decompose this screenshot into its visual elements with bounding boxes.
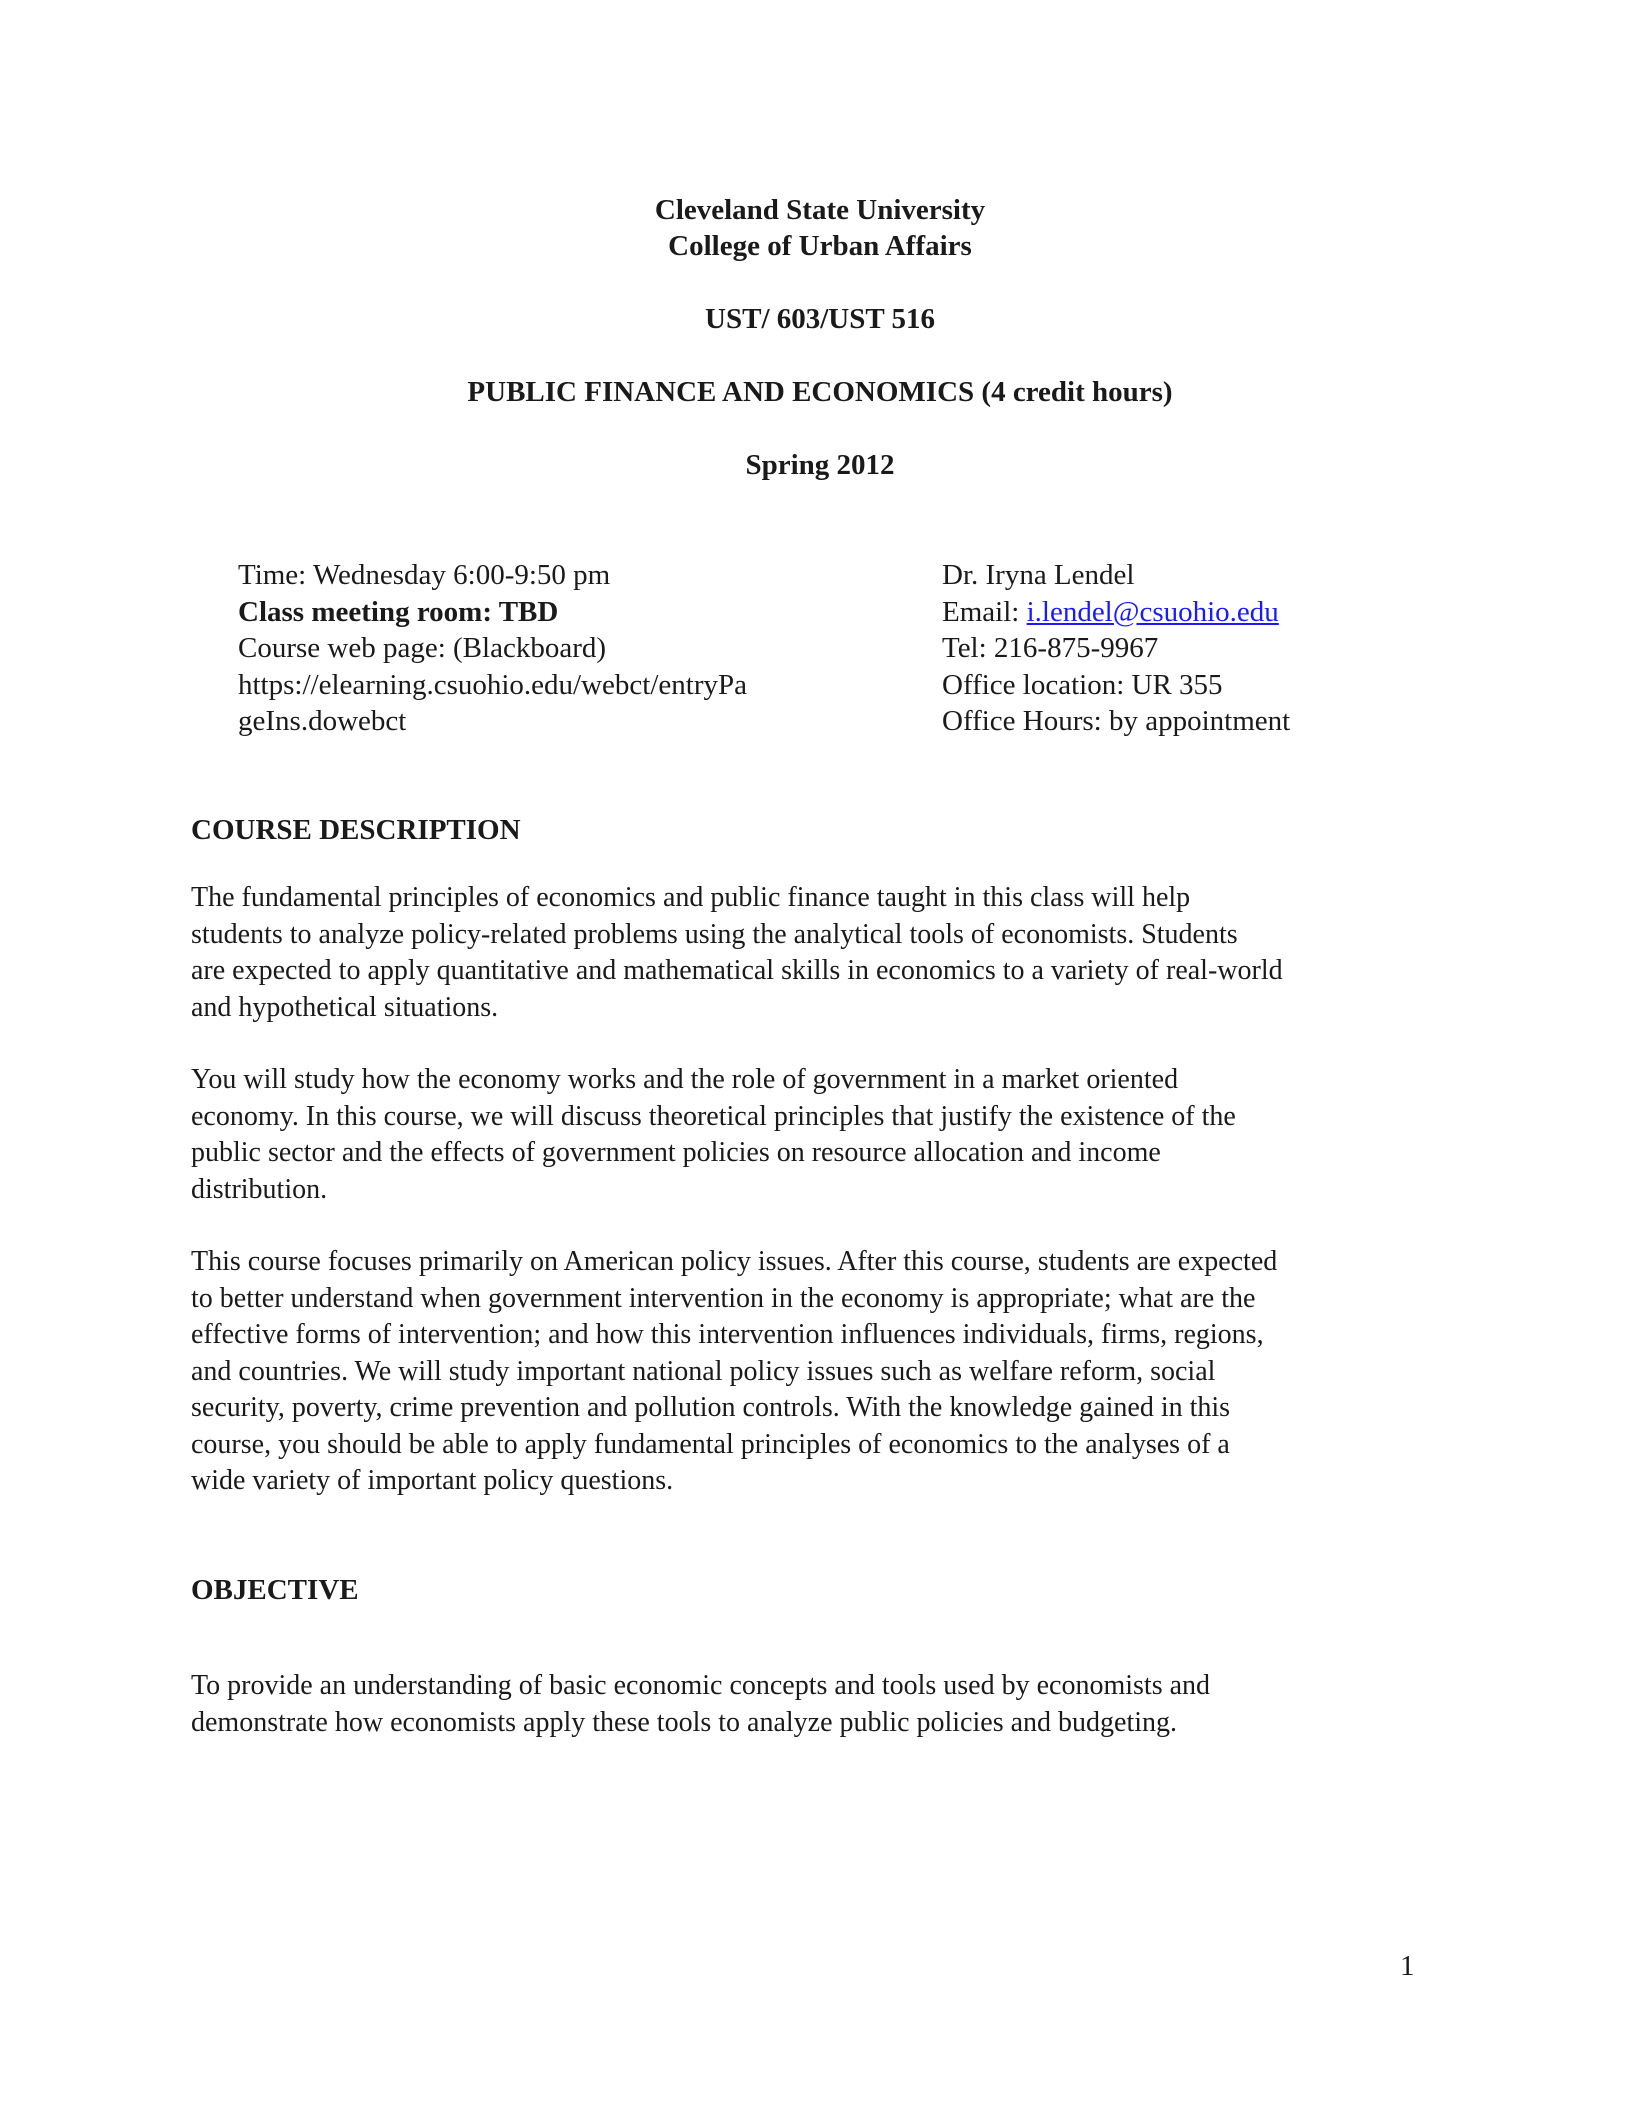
page-number: 1 — [1400, 1950, 1415, 1982]
instructor-email-row — [942, 594, 1290, 631]
term: Spring 2012 — [745, 449, 895, 481]
text-line: To provide an understanding of basic economic concepts and tools used by economists and — [191, 1670, 1211, 1701]
instructor-hours: Office Hours: by appointment — [942, 705, 1291, 737]
text-line: effective forms of intervention; and how this intervention influences individuals, firms, regions, — [191, 1319, 1264, 1350]
description-paragraph-2 — [191, 1062, 1236, 1208]
text-line: This course focuses primarily on American policy issues. After this course, students are expected — [191, 1246, 1278, 1277]
course-url-line1: https://elearning.csuohio.edu/webct/entryPa — [238, 668, 747, 701]
course-description-heading: COURSE DESCRIPTION — [191, 814, 521, 846]
text-line: economy. In this course, we will discuss theoretical principles that justify the existence of the — [191, 1100, 1236, 1132]
course-info — [238, 557, 747, 740]
objective-heading: OBJECTIVE — [191, 1574, 359, 1606]
email-link[interactable]: i.lendel@csuohio.edu — [1026, 595, 1279, 628]
text-line: You will study how the economy works and the role of government in a market oriented — [191, 1064, 1179, 1095]
university-name: Cleveland State University — [654, 194, 986, 226]
text-line: wide variety of important policy questions. — [191, 1465, 674, 1496]
instructor-name: Dr. Iryna Lendel — [942, 559, 1135, 591]
class-room: Class meeting room: TBD — [238, 595, 559, 628]
course-url-line2: geIns.dowebct — [238, 705, 407, 737]
text-line: course, you should be able to apply fundamental principles of economics to the analyses of a — [191, 1428, 1230, 1460]
text-line: security, poverty, crime prevention and pollution controls. With the knowledge gained in this — [191, 1392, 1231, 1423]
text-line: and countries. We will study important national policy issues such as welfare reform, social — [191, 1355, 1216, 1387]
email-label: Email: — [942, 595, 1027, 628]
text-line: and hypothetical situations. — [191, 991, 499, 1023]
objective-paragraph — [191, 1668, 1210, 1741]
instructor-tel: Tel: 216-875-9967 — [942, 632, 1159, 664]
instructor-office: Office location: UR 355 — [942, 668, 1223, 701]
instructor-info — [942, 557, 1290, 740]
description-paragraph-1 — [191, 880, 1283, 1026]
text-line: public sector and the effects of government policies on resource allocation and income — [191, 1137, 1161, 1168]
class-time: Time: Wednesday 6:00-9:50 pm — [238, 559, 611, 591]
text-line: to better understand when government intervention in the economy is appropriate; what are the — [191, 1282, 1256, 1314]
text-line: The fundamental principles of economics and public finance taught in this class will help — [191, 882, 1191, 913]
course-title: PUBLIC FINANCE AND ECONOMICS (4 credit hours) — [467, 376, 1173, 408]
course-web-page-label: Course web page: (Blackboard) — [238, 632, 607, 664]
text-line: demonstrate how economists apply these tools to analyze public policies and budgeting. — [191, 1706, 1178, 1738]
text-line: are expected to apply quantitative and mathematical skills in economics to a variety of real-world — [191, 955, 1283, 986]
college-name: College of Urban Affairs — [668, 230, 972, 262]
course-code: UST/ 603/UST 516 — [705, 303, 935, 335]
description-paragraph-3 — [191, 1244, 1277, 1500]
text-line: students to analyze policy-related problems using the analytical tools of economists. Students — [191, 918, 1238, 950]
text-line: distribution. — [191, 1173, 328, 1205]
